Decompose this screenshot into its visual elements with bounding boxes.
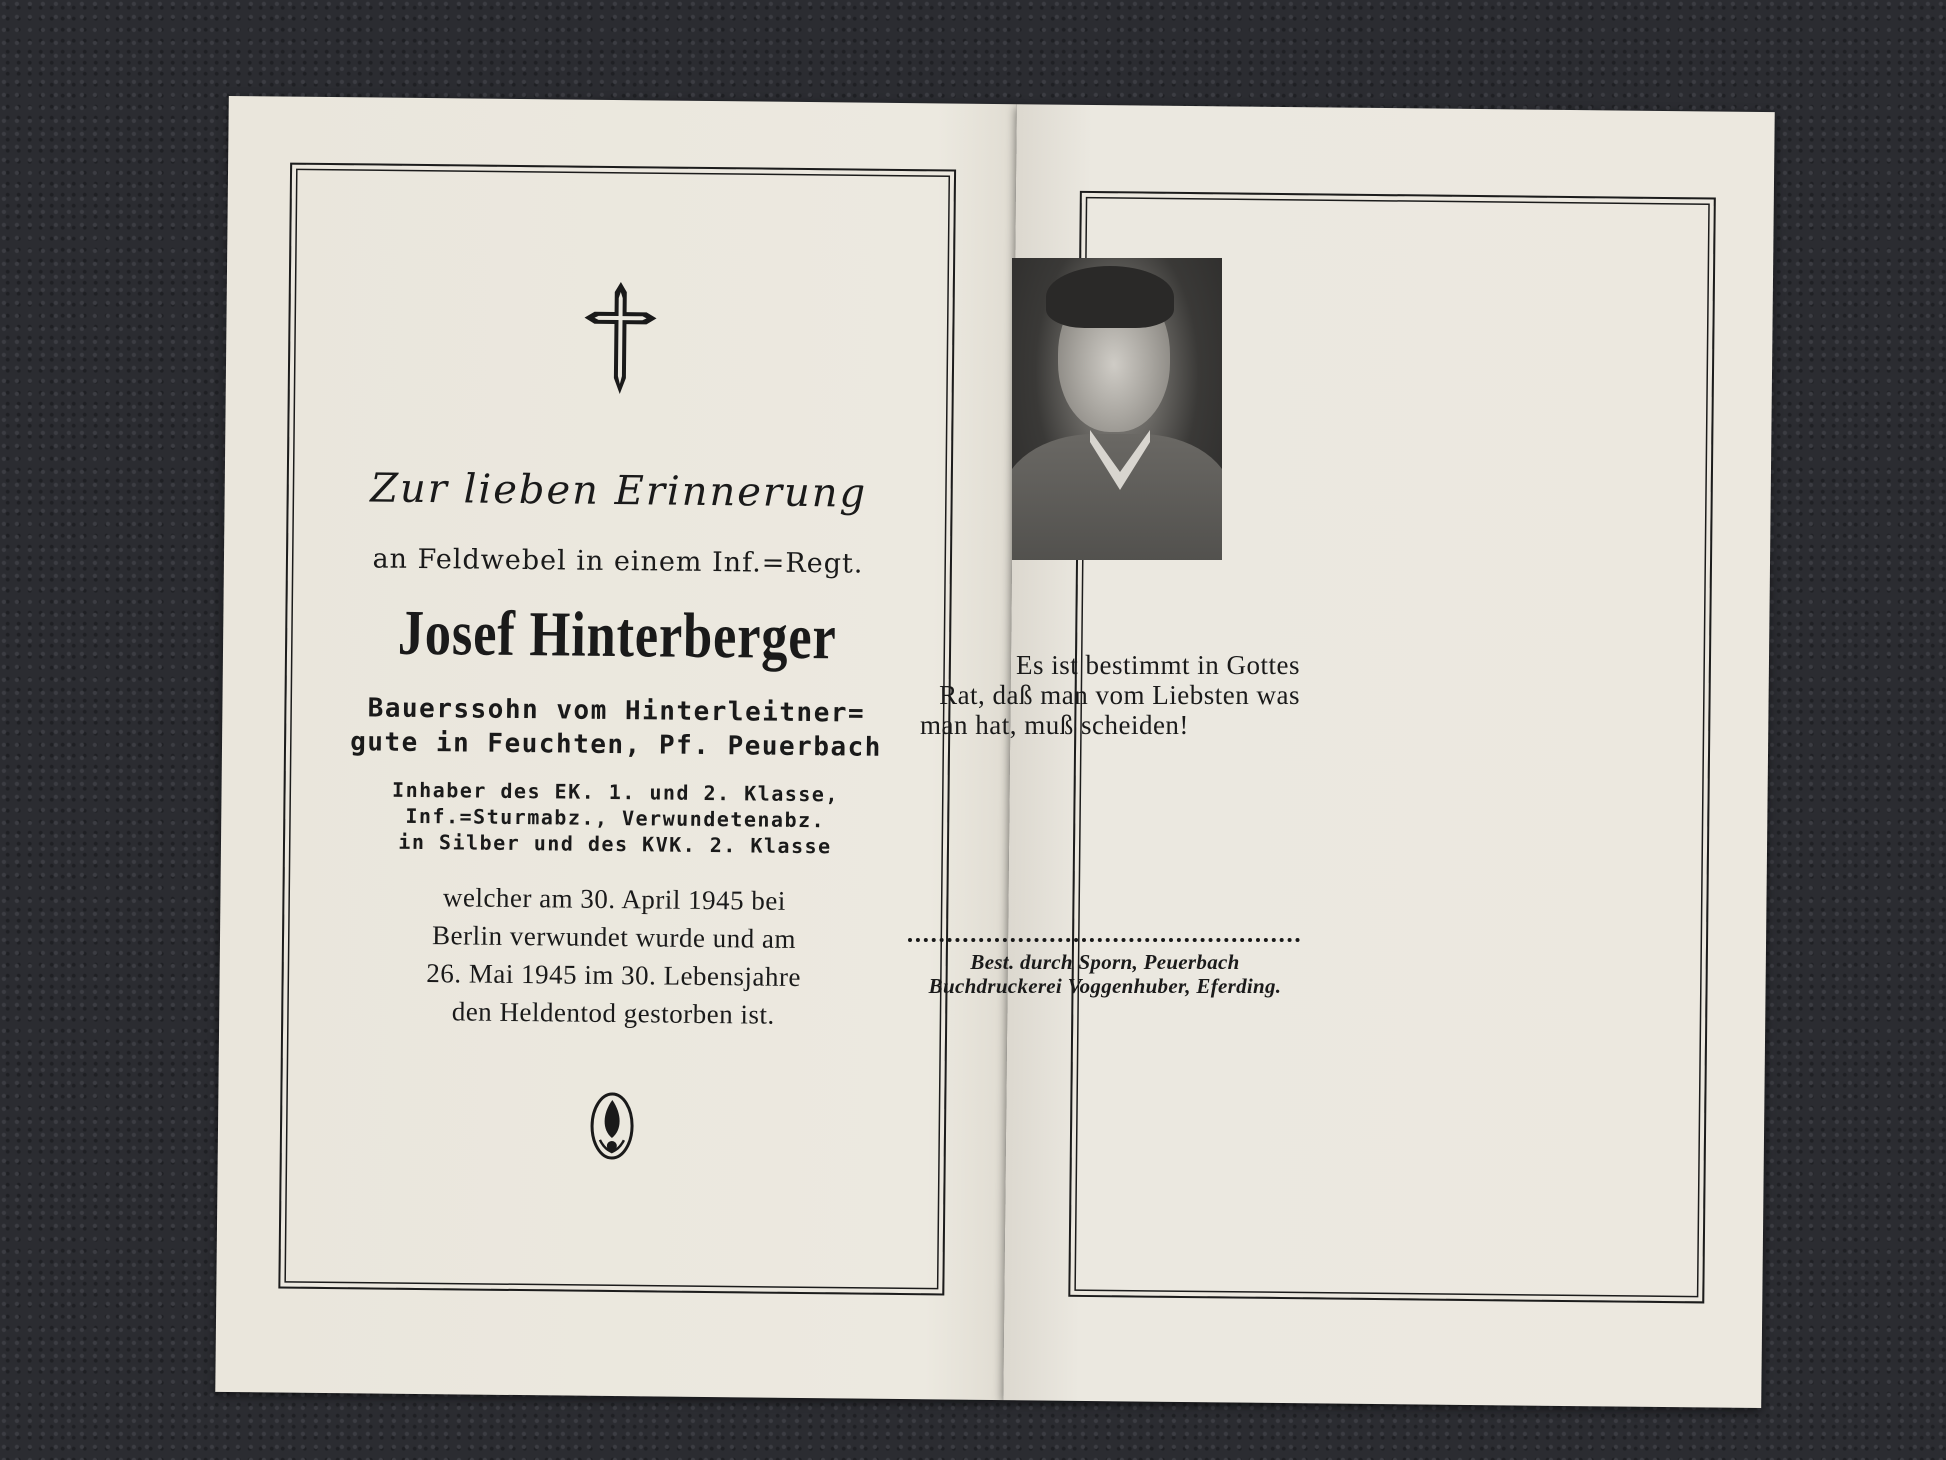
awards-line-2: Inf.=Sturmabz., Verwundetenabz. bbox=[405, 803, 826, 833]
awards-line-1: Inhaber des EK. 1. und 2. Klasse, bbox=[392, 777, 840, 807]
soldier-portrait-photo bbox=[1012, 258, 1222, 560]
printer-line-1: Best. durch Sporn, Peuerbach bbox=[970, 950, 1240, 974]
death-line-4: den Heldentod gestorben ist. bbox=[451, 996, 775, 1030]
origin-line-2: gute in Feuchten, Pf. Peuerbach bbox=[350, 727, 883, 763]
left-page bbox=[215, 96, 1017, 1400]
death-line-2: Berlin verwundet wurde und am bbox=[431, 920, 797, 954]
cross-icon bbox=[226, 274, 1015, 406]
memorial-title: Zur lieben Erinnerung bbox=[370, 465, 868, 517]
verse-line-2: Rat, daß man vom Liebsten was bbox=[939, 680, 1300, 710]
printer-line-2: Buchdruckerei Voggenhuber, Eferding. bbox=[928, 974, 1282, 998]
memorial-card bbox=[215, 96, 1774, 1408]
death-line-3: 26. Mai 1945 im 30. Lebensjahre bbox=[426, 958, 802, 992]
verse-line-1: Es ist bestimmt in Gottes bbox=[1015, 650, 1300, 680]
rank-line: an Feldwebel in einem Inf.=Regt. bbox=[372, 543, 864, 580]
origin-line-1: Bauerssohn vom Hinterleitner= bbox=[367, 693, 866, 729]
deceased-name: Josef Hinterberger bbox=[397, 596, 837, 673]
verse-line-3: man hat, muß scheiden! bbox=[920, 710, 1189, 740]
awards-line-3: in Silber und des KVK. 2. Klasse bbox=[398, 829, 832, 859]
ornament-icon bbox=[218, 1086, 1007, 1170]
death-line-1: welcher am 30. April 1945 bei bbox=[442, 882, 787, 916]
dotted-divider bbox=[908, 938, 1300, 942]
